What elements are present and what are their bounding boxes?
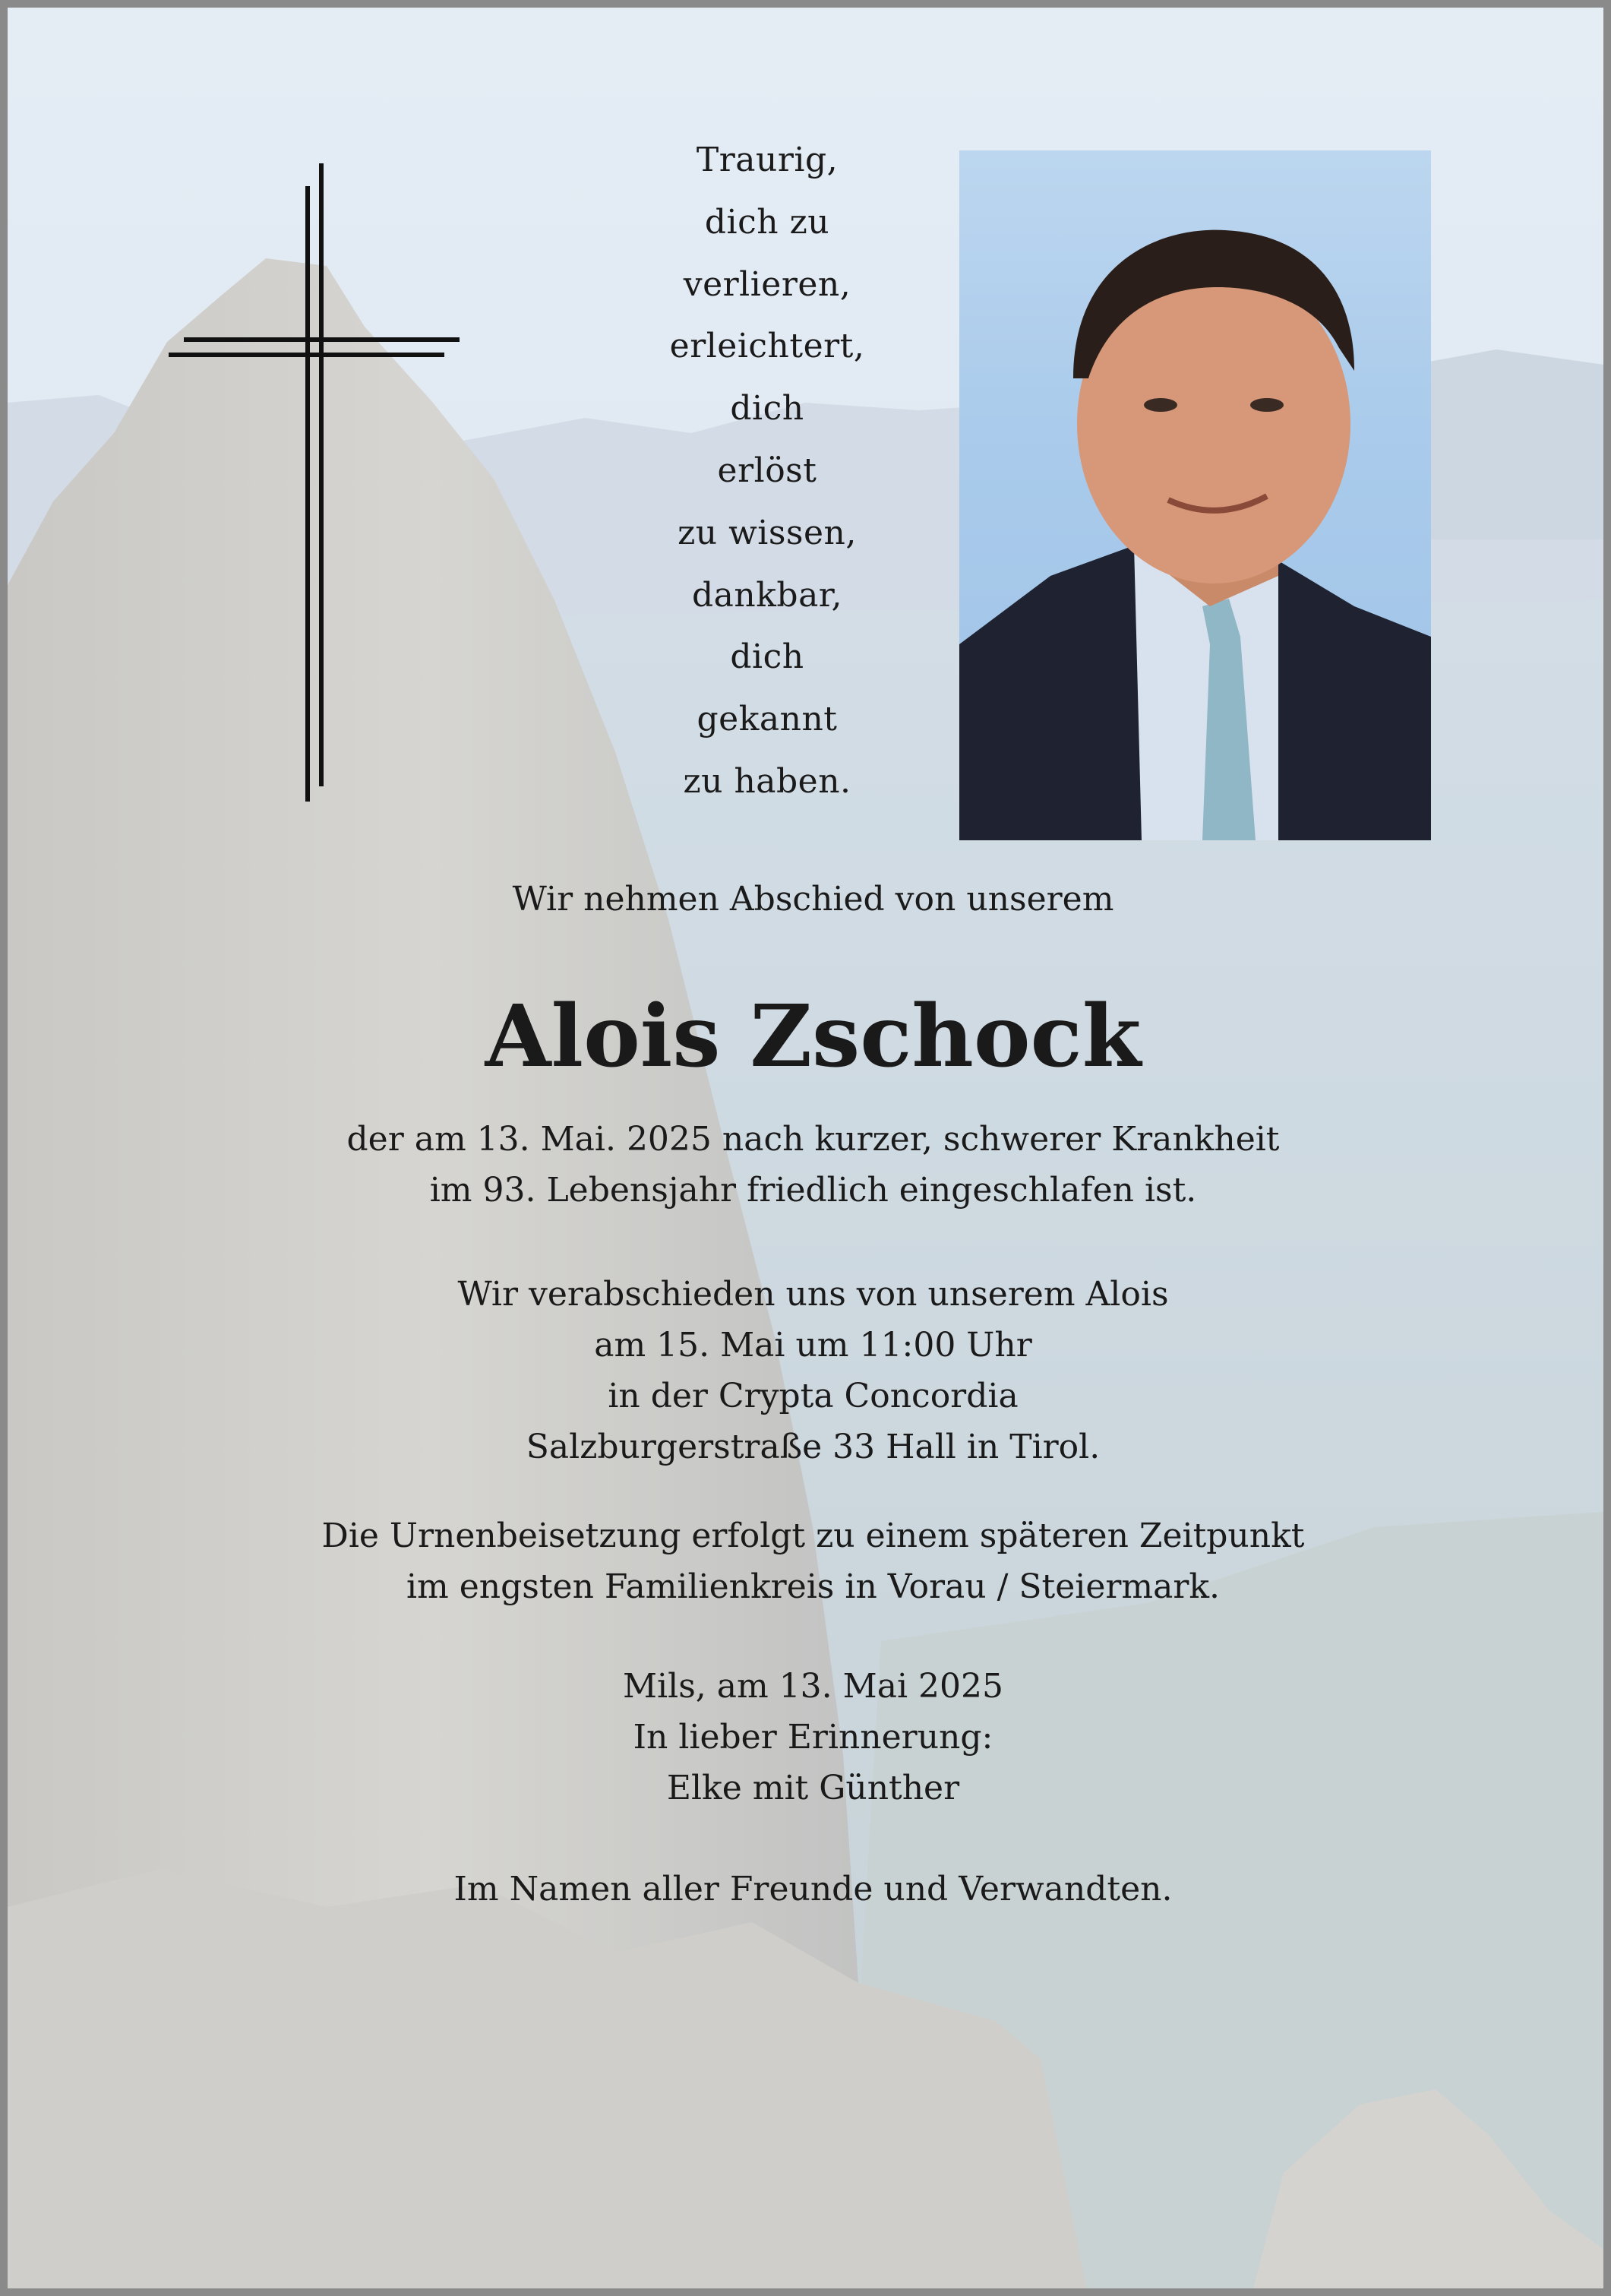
intro-line: Wir nehmen Abschied von unserem	[512, 880, 1114, 919]
poem-line: gekannt	[697, 700, 838, 739]
burial-line: Die Urnenbeisetzung erfolgt zu einem späteren Zeitpunkt	[321, 1516, 1305, 1555]
closing-line: Elke mit Günther	[666, 1769, 960, 1807]
portrait-photo	[959, 150, 1431, 840]
burial-line: im engsten Familienkreis in Vorau / Steiermark.	[406, 1567, 1221, 1606]
footer-line: Im Namen aller Freunde und Verwandten.	[453, 1870, 1173, 1909]
poem-line: verlieren,	[683, 264, 851, 304]
poem	[623, 129, 911, 813]
closing-line: Mils, am 13. Mai 2025	[623, 1667, 1003, 1706]
death-notice-line: der am 13. Mai. 2025 nach kurzer, schwerer Krankheit	[346, 1120, 1280, 1159]
poem-line: erlöst	[717, 451, 817, 490]
death-notice-line: im 93. Lebensjahr friedlich eingeschlafen ist.	[429, 1171, 1197, 1210]
poem-line: dich zu	[704, 202, 830, 242]
poem-line: Traurig,	[696, 141, 839, 179]
closing-signature	[8, 1661, 1611, 1814]
poem-line: dankbar,	[692, 575, 842, 615]
farewell-line: am 15. Mai um 11:00 Uhr	[594, 1326, 1032, 1365]
cross-icon	[160, 163, 471, 809]
burial-notice	[8, 1510, 1611, 1612]
closing-line: In lieber Erinnerung:	[633, 1718, 993, 1757]
poem-line: zu wissen,	[678, 513, 857, 552]
poem-line: zu haben.	[683, 761, 851, 801]
farewell-line: in der Crypta Concordia	[608, 1377, 1019, 1415]
deceased-name: Alois Zschock	[485, 987, 1142, 1086]
death-notice	[8, 1114, 1611, 1216]
poem-line: dich	[730, 389, 804, 429]
poem-line: erleichtert,	[669, 327, 865, 366]
poem-line: dich	[730, 637, 804, 677]
farewell-line: Salzburgerstraße 33 Hall in Tirol.	[526, 1428, 1101, 1466]
farewell-line: Wir verabschieden uns von unserem Alois	[457, 1275, 1169, 1314]
farewell-details	[8, 1269, 1611, 1472]
